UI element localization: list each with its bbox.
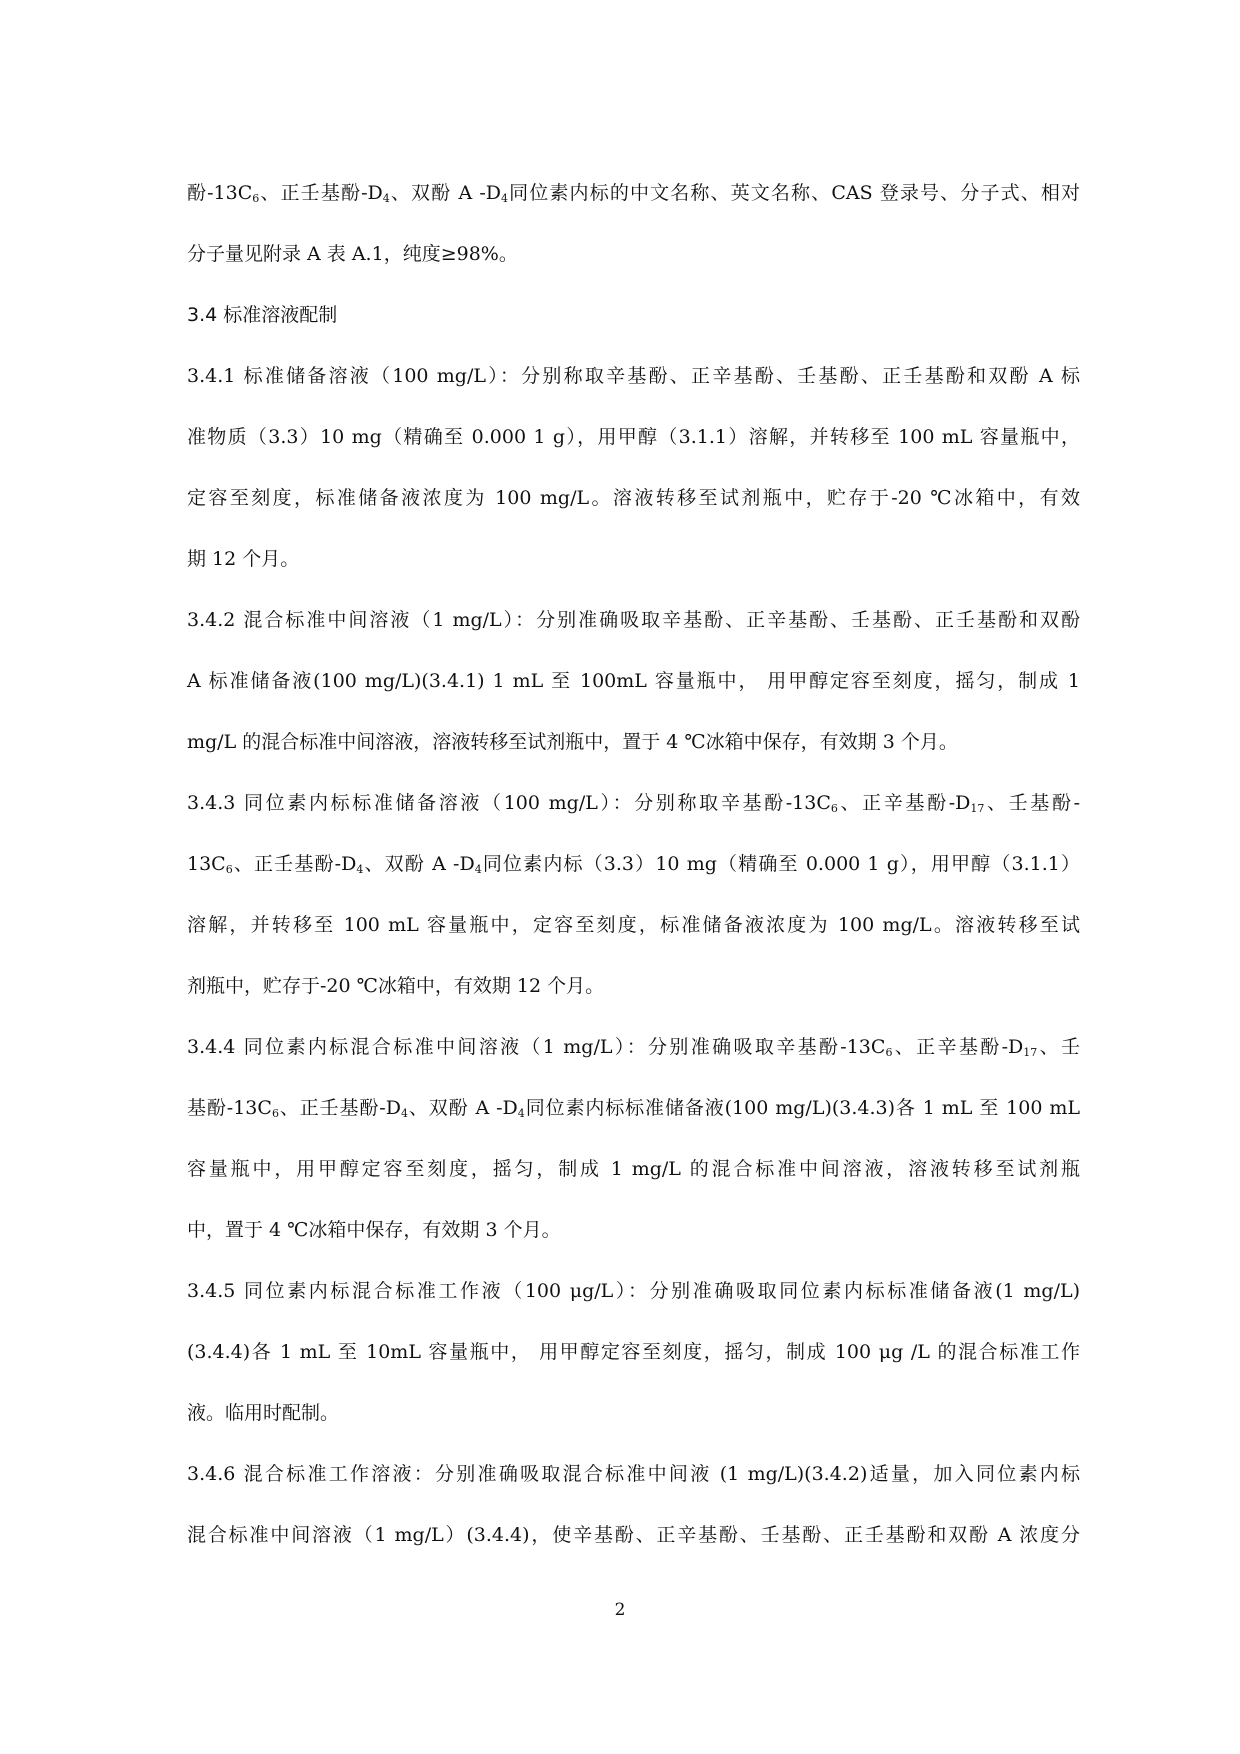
- text-segment: 基酚-13C: [187, 1097, 272, 1119]
- text-segment: 容量瓶中，用甲醇定容至刻度，摇匀，制成 1 mg/L 的混合标准中间溶液，溶液转移至试剂瓶: [187, 1158, 1080, 1180]
- text-segment: 、双酚 A -D: [363, 853, 475, 875]
- text-segment: 、正辛基酚-D: [892, 1036, 1024, 1058]
- text-segment: 、壬: [1037, 1036, 1080, 1058]
- subscript: 4: [501, 192, 509, 205]
- subscript: 17: [970, 802, 985, 815]
- text-line: [187, 834, 1080, 895]
- text-segment: 、双酚 A -D: [407, 1097, 518, 1119]
- text-line: [187, 1139, 1080, 1200]
- subscript: 6: [830, 802, 838, 815]
- text-segment: A 标准储备液(100 mg/L)(3.4.1) 1 mL 至 100mL 容量瓶中， 用甲醇定容至刻度，摇匀，制成 1: [187, 670, 1080, 692]
- text-line: [187, 1017, 1080, 1078]
- section-heading: [187, 285, 1080, 346]
- text-segment: 、正壬基酚-D: [259, 182, 383, 204]
- text-segment: 同位素内标标准储备液(100 mg/L)(3.4.3)各 1 mL 至 100 mL: [524, 1097, 1080, 1119]
- text-segment: 3.4.3 同位素内标标准储备溶液（100 mg/L）：分别称取辛基酚-13C: [187, 792, 831, 814]
- text-line: [187, 1383, 1080, 1444]
- text-segment: 、双酚 A -D: [389, 182, 502, 204]
- text-segment: 、壬基酚-: [984, 792, 1081, 814]
- text-segment: 3.4.6 混合标准工作溶液：分别准确吸取混合标准中间液 (1 mg/L)(3.4.2)适量，加入同位素内标: [187, 1463, 1080, 1485]
- page-number: 2: [614, 1600, 626, 1620]
- text-segment: mg/L 的混合标准中间溶液，溶液转移至试剂瓶中，置于 4 ℃冰箱中保存，有效期 3 个月。: [187, 731, 958, 753]
- text-line: [187, 712, 1080, 773]
- text-segment: 3.4.4 同位素内标混合标准中间溶液（1 mg/L）：分别准确吸取辛基酚-13C: [187, 1036, 886, 1058]
- subscript: 4: [400, 1107, 408, 1120]
- text-line: [187, 895, 1080, 956]
- text-line: [187, 773, 1080, 834]
- text-segment: 酚-13C: [187, 182, 253, 204]
- text-line: [187, 468, 1080, 529]
- text-segment: 分子量见附录 A 表 A.1，纯度≥98%。: [187, 243, 518, 265]
- subscript: 4: [517, 1107, 525, 1120]
- text-line: [187, 1505, 1080, 1566]
- text-line: [187, 1261, 1080, 1322]
- document-body: [187, 163, 1080, 1566]
- text-segment: 同位素内标的中文名称、英文名称、CAS 登录号、分子式、相对: [508, 182, 1080, 204]
- text-segment: 、正辛基酚-D: [837, 792, 971, 814]
- text-line: [187, 1444, 1080, 1505]
- text-segment: 液。临用时配制。: [187, 1402, 340, 1424]
- subscript: 6: [271, 1107, 279, 1120]
- text-line: [187, 590, 1080, 651]
- text-segment: 、正壬基酚-D: [232, 853, 357, 875]
- text-segment: 混合标准中间溶液（1 mg/L）(3.4.4)，使辛基酚、正辛基酚、壬基酚、正壬基酚和双酚 A 浓度分: [187, 1524, 1080, 1546]
- subscript: 6: [225, 863, 233, 876]
- text-line: [187, 224, 1080, 285]
- subscript: 4: [356, 863, 364, 876]
- text-line: [187, 651, 1080, 712]
- text-line: [187, 407, 1080, 468]
- text-segment: 3.4.5 同位素内标混合标准工作液（100 μg/L）：分别准确吸取同位素内标标准储备液(1 mg/L): [187, 1280, 1080, 1302]
- subscript: 6: [885, 1046, 893, 1059]
- text-line: [187, 529, 1080, 590]
- subscript: 4: [382, 192, 390, 205]
- text-line: [187, 1078, 1080, 1139]
- text-line: [187, 956, 1080, 1017]
- subscript: 6: [252, 192, 260, 205]
- text-line: [187, 163, 1080, 224]
- text-segment: 同位素内标（3.3）10 mg（精确至 0.000 1 g），用甲醇（3.1.1）: [481, 853, 1080, 875]
- text-segment: 准物质（3.3）10 mg（精确至 0.000 1 g），用甲醇（3.1.1）溶解，并转移至 100 mL 容量瓶中，: [187, 426, 1080, 448]
- subscript: 4: [474, 863, 482, 876]
- text-segment: 剂瓶中，贮存于-20 ℃冰箱中，有效期 12 个月。: [187, 975, 605, 997]
- subscript: 17: [1023, 1046, 1038, 1059]
- text-line: [187, 1322, 1080, 1383]
- text-segment: 期 12 个月。: [187, 548, 300, 570]
- text-segment: 、正壬基酚-D: [278, 1097, 401, 1119]
- text-segment: 3.4.1 标准储备溶液（100 mg/L）：分别称取辛基酚、正辛基酚、壬基酚、正壬基酚和双酚 A 标: [187, 365, 1080, 387]
- text-line: [187, 346, 1080, 407]
- text-segment: (3.4.4)各 1 mL 至 10mL 容量瓶中， 用甲醇定容至刻度，摇匀，制成 100 μg /L 的混合标准工作: [187, 1341, 1080, 1363]
- text-segment: 13C: [187, 853, 226, 875]
- text-segment: 3.4.2 混合标准中间溶液（1 mg/L）：分别准确吸取辛基酚、正辛基酚、壬基酚、正壬基酚和双酚: [187, 609, 1080, 631]
- text-segment: 溶解，并转移至 100 mL 容量瓶中，定容至刻度，标准储备液浓度为 100 mg/L。溶液转移至试: [187, 914, 1080, 936]
- text-segment: 定容至刻度，标准储备液浓度为 100 mg/L。溶液转移至试剂瓶中，贮存于-20 ℃冰箱中，有效: [187, 487, 1080, 509]
- text-segment: 3.4 标准溶液配制: [187, 304, 338, 326]
- text-line: [187, 1200, 1080, 1261]
- text-segment: 中，置于 4 ℃冰箱中保存，有效期 3 个月。: [187, 1219, 561, 1241]
